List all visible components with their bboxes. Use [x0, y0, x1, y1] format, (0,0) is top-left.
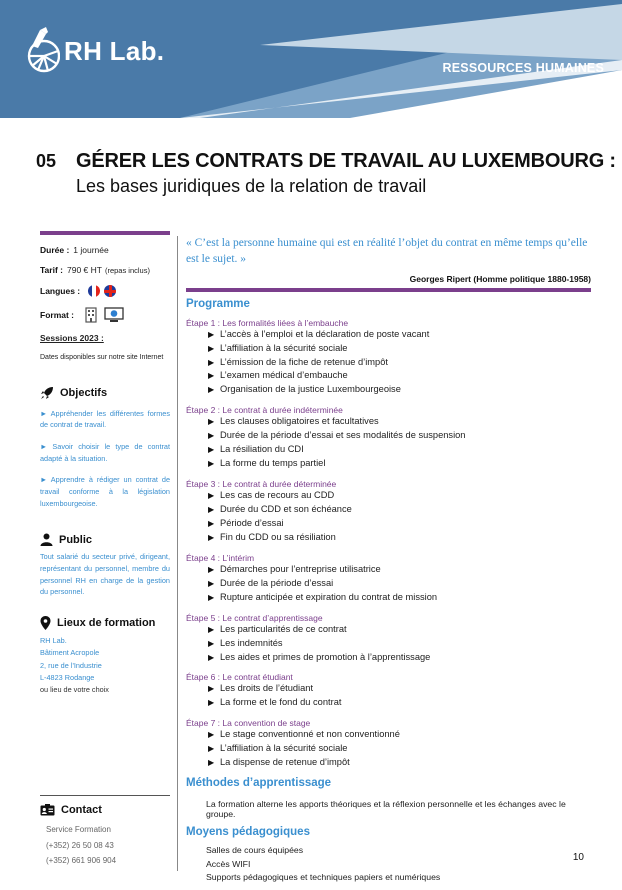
- programme-item-text: La forme et le fond du contrat: [220, 697, 342, 708]
- bullet-triangle-icon: ▶: [208, 624, 215, 634]
- bullet-triangle-icon: ▶: [208, 684, 215, 694]
- resource-item: Salles de cours équipées: [206, 845, 304, 856]
- programme-item: [208, 563, 591, 577]
- address-line: L-4823 Rodange: [40, 673, 95, 683]
- programme-item: [208, 756, 591, 770]
- bullet-triangle-icon: ▶: [208, 652, 215, 662]
- resources-title: Moyens pédagogiques: [186, 826, 310, 839]
- public-title: Public: [59, 533, 93, 546]
- price-label: Tarif :: [40, 265, 63, 275]
- column-divider: [177, 236, 178, 871]
- uk-flag-icon: [104, 285, 116, 297]
- programme-item-text: Démarches pour l’entreprise utilisatrice: [220, 563, 381, 574]
- public-heading: [40, 533, 170, 546]
- methods-title: Méthodes d’apprentissage: [186, 777, 332, 790]
- programme-item-text: Les droits de l’étudiant: [220, 683, 314, 694]
- bullet-triangle-icon: ▶: [208, 491, 215, 501]
- programme-item-text: L’affiliation à la sécurité sociale: [220, 342, 348, 353]
- programme-item-text: Organisation de la justice Luxembourgeoise: [220, 384, 401, 395]
- page-header: [0, 0, 622, 118]
- quote-divider: [186, 288, 591, 292]
- bullet-triangle-icon: ▶: [208, 445, 215, 455]
- programme-item: [208, 531, 591, 545]
- programme-item: [208, 591, 591, 605]
- programme-item: [208, 457, 591, 471]
- contact-divider: [40, 795, 170, 796]
- bullet-triangle-icon: ▶: [208, 638, 215, 648]
- sessions-text: Dates disponibles sur notre site Internet: [40, 354, 164, 361]
- bullet-triangle-icon: ▶: [208, 459, 215, 469]
- programme-item-text: Durée de la période d’essai et ses modalités de suspension: [220, 430, 466, 441]
- location-pin-icon: [40, 616, 51, 630]
- programme-item-text: La résiliation du CDI: [220, 444, 304, 455]
- course-subtitle: Les bases juridiques de la relation de travail: [76, 176, 427, 196]
- programme-title: Programme: [186, 297, 250, 310]
- programme-item-text: L’affiliation à la sécurité sociale: [220, 743, 348, 754]
- building-icon: [84, 307, 98, 323]
- programme-item: [208, 623, 591, 637]
- programme-item: [208, 682, 591, 696]
- format-row: [40, 307, 170, 323]
- bullet-triangle-icon: ▶: [208, 357, 215, 367]
- rocket-icon: [40, 386, 54, 400]
- programme-step-title: Étape 1 : Les formalités liées à l’embauche: [186, 317, 349, 328]
- programme-step-items: [208, 728, 591, 770]
- location-title: Lieux de formation: [57, 616, 156, 629]
- programme-step-items: [208, 682, 591, 710]
- format-label: Format :: [40, 310, 74, 320]
- contact-lines: [46, 822, 170, 869]
- quote-text: « C’est la personne humaine qui est en réalité l’objet du contrat en même temps qu’elle est le sujet. »: [186, 237, 588, 266]
- resource-item: Accès WIFI: [206, 858, 251, 869]
- programme-step-title: Étape 5 : Le contrat d’apprentissage: [186, 612, 323, 623]
- programme-step-items: [208, 415, 591, 471]
- bullet-triangle-icon: ▶: [208, 744, 215, 754]
- french-flag-icon: [88, 285, 100, 297]
- duration-label: Durée :: [40, 245, 70, 255]
- programme-step-title: Étape 7 : La convention de stage: [186, 718, 311, 729]
- bullet-triangle-icon: ▶: [208, 592, 215, 602]
- contact-block: [40, 804, 170, 869]
- sessions-label: Sessions 2023 :: [40, 333, 104, 343]
- programme-step-items: [208, 623, 591, 665]
- main-content: [186, 235, 591, 885]
- brand-logo-icon: [18, 26, 60, 76]
- price-row: [40, 265, 170, 275]
- programme-item-text: La dispense de retenue d’impôt: [220, 757, 350, 768]
- online-computer-icon: [104, 307, 124, 323]
- programme-item-text: La forme du temps partiel: [220, 458, 326, 469]
- bullet-triangle-icon: ▶: [208, 329, 215, 339]
- programme-item: [208, 651, 591, 665]
- contact-service: Service Formation: [46, 825, 111, 834]
- programme-list: [186, 318, 591, 771]
- bullet-triangle-icon: ▶: [208, 578, 215, 588]
- contact-heading: [40, 804, 170, 816]
- contact-mobile[interactable]: (+352) 661 906 904: [46, 856, 117, 866]
- programme-item-text: Les cas de recours au CDD: [220, 490, 335, 501]
- programme-item: [208, 728, 591, 742]
- objectives-heading: [40, 386, 170, 400]
- programme-step-title: Étape 3 : Le contrat à durée déterminée: [186, 479, 337, 490]
- programme-item-text: L’accès à l’emploi et la déclaration de poste vacant: [220, 328, 430, 339]
- programme-item-text: Durée du CDD et son échéance: [220, 504, 352, 515]
- department-label: RESSOURCES HUMAINES: [442, 61, 604, 75]
- duration-value: 1 journée: [73, 245, 109, 255]
- objectives-title: Objectifs: [60, 386, 108, 399]
- programme-item-text: Les aides et primes de promotion à l’apprentissage: [220, 651, 431, 662]
- programme-item: [208, 742, 591, 756]
- programme-item: [208, 696, 591, 710]
- location-heading: [40, 616, 170, 630]
- programme-item: [208, 577, 591, 591]
- programme-item-text: Période d’essai: [220, 517, 284, 528]
- programme-step-title: Étape 4 : L’intérim: [186, 552, 255, 563]
- contact-phone[interactable]: (+352) 26 50 08 43: [46, 840, 114, 850]
- page-title: [36, 150, 616, 197]
- programme-item-text: Les indemnités: [220, 637, 283, 648]
- languages-row: [40, 285, 170, 297]
- programme-item-text: Rupture anticipée et expiration du contrat de mission: [220, 591, 438, 602]
- contact-title: Contact: [61, 804, 102, 816]
- bullet-triangle-icon: ▶: [208, 505, 215, 514]
- programme-item: [208, 489, 591, 503]
- price-value: 790 € HT: [66, 265, 102, 275]
- quote-author: Georges Ripert (Homme politique 1880-1958): [409, 273, 591, 284]
- course-title: GÉRER LES CONTRATS DE TRAVAIL AU LUXEMBOURG :: [76, 150, 616, 172]
- programme-step-title: Étape 6 : Le contrat étudiant: [186, 672, 293, 683]
- bullet-triangle-icon: ▶: [208, 532, 215, 542]
- contact-card-icon: [40, 804, 55, 816]
- languages-label: Langues :: [40, 286, 81, 296]
- programme-item: [208, 369, 591, 383]
- objective-item: ► Savoir choisir le type de contrat adapté à la situation.: [40, 441, 170, 463]
- bullet-triangle-icon: ▶: [208, 564, 215, 574]
- brand-logo: [18, 26, 164, 76]
- address-line: RH Lab.: [40, 635, 67, 645]
- brand-name: RH Lab.: [64, 35, 165, 66]
- public-text: Tout salarié du secteur privé, dirigeant, représentant du personnel, membre du personnel RH en charge de la gestion du personnel.: [40, 552, 170, 597]
- location-address: [40, 635, 170, 685]
- programme-item-text: L’émission de la fiche de retenue d’impôt: [220, 356, 388, 367]
- programme-item: [208, 328, 591, 342]
- price-note: (repas inclus): [104, 265, 150, 275]
- programme-item: [208, 342, 591, 356]
- duration-row: [40, 245, 170, 255]
- address-line: 2, rue de l'Industrie: [40, 660, 102, 670]
- programme-item-text: Le stage conventionné et non conventionné: [220, 729, 400, 740]
- bullet-triangle-icon: ▶: [208, 343, 215, 353]
- programme-item-text: Les clauses obligatoires et facultatives: [220, 416, 379, 427]
- page-number: 10: [572, 852, 584, 863]
- programme-item-text: Fin du CDD ou sa résiliation: [220, 531, 336, 542]
- programme-item-text: L’examen médical d’embauche: [220, 370, 348, 381]
- programme-item-text: Les particularités de ce contrat: [220, 623, 347, 634]
- programme-item: [208, 415, 591, 429]
- bullet-triangle-icon: ▶: [208, 518, 215, 528]
- location-extra: ou lieu de votre choix: [40, 685, 109, 695]
- resource-item: Supports pédagogiques et techniques papiers et numériques: [206, 872, 441, 883]
- programme-item: [208, 637, 591, 651]
- programme-item: [208, 429, 591, 443]
- bullet-triangle-icon: ▶: [208, 758, 215, 768]
- programme-item: [208, 383, 591, 397]
- programme-step-items: [208, 563, 591, 605]
- bullet-triangle-icon: ▶: [208, 698, 215, 708]
- programme-item-text: Durée de la période d’essai: [220, 577, 334, 588]
- programme-step-title: Étape 2 : Le contrat à durée indéterminée: [186, 405, 343, 416]
- person-icon: [40, 533, 53, 546]
- sidebar-top-bar: [40, 231, 170, 235]
- programme-item: [208, 443, 591, 457]
- methods-text: La formation alterne les apports théoriques et la réflexion personnelle et les échanges avec le groupe.: [206, 799, 566, 820]
- programme-item: [208, 356, 591, 370]
- info-sidebar: [40, 231, 170, 697]
- course-number: 05: [36, 151, 57, 171]
- bullet-triangle-icon: ▶: [208, 385, 215, 395]
- resources-list: [186, 844, 591, 884]
- bullet-triangle-icon: ▶: [208, 371, 215, 381]
- bullet-triangle-icon: ▶: [208, 431, 215, 441]
- address-line: Bâtiment Acropole: [40, 648, 100, 658]
- bullet-triangle-icon: ▶: [208, 417, 215, 427]
- programme-step-items: [208, 489, 591, 545]
- programme-item: [208, 517, 591, 531]
- objective-item: ► Apprendre à rédiger un contrat de travail conforme à la législation luxembourgeoise.: [40, 475, 170, 508]
- bullet-triangle-icon: ▶: [208, 730, 215, 740]
- programme-item: [208, 503, 591, 517]
- objective-item: ► Appréhender les différentes formes de contrat de travail.: [40, 408, 170, 430]
- programme-step-items: [208, 328, 591, 398]
